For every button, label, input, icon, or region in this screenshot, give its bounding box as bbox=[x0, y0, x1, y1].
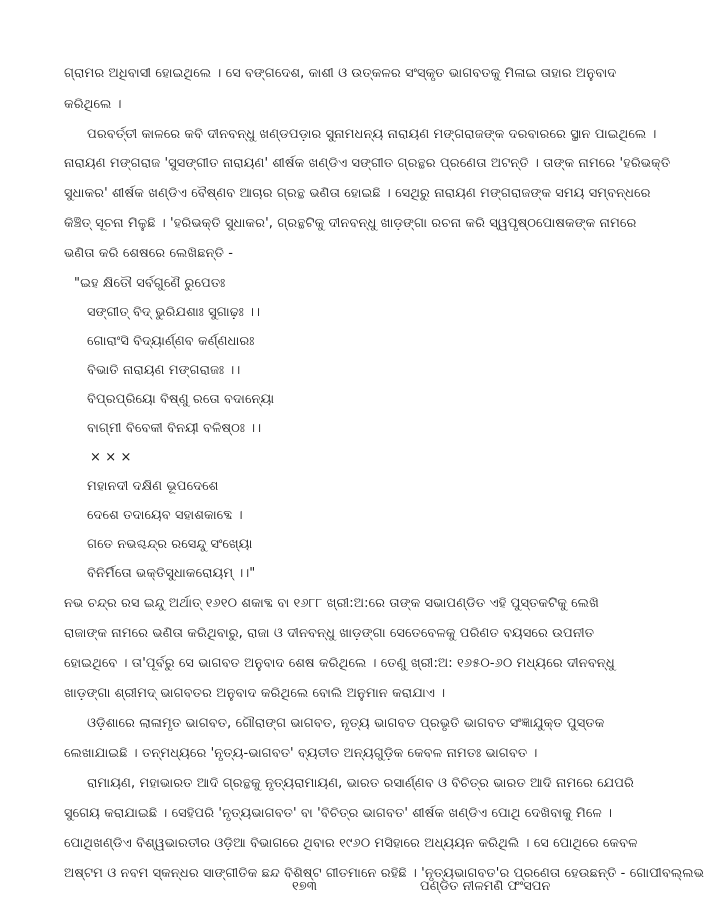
verse-line: × × × bbox=[90, 450, 132, 465]
verse-line: ଦେଶେ ତଦାୟେବ ସହାଶକାବ୍ଦେ । bbox=[87, 508, 243, 523]
body-text-line: ଭଣିତା କରି ଶେଷରେ ଲେଖିଛନ୍ତି - bbox=[64, 246, 234, 261]
body-text-line: ନଭ ଚନ୍ଦ୍ର ରସ ଇନ୍ଦୁ ଅର୍ଥାତ୍ ୧୬୧୦ ଶକାବ୍ଦ ବା ୧୬୮୮ ଖ୍ରୀ:ଅ:ରେ ତାଙ୍କ ସଭାପଣ୍ଡିତ ଏହି ପୁସ୍ତକଟିକୁ ଲେଖି bbox=[64, 596, 599, 611]
body-text-line: ରାମାୟଣ, ମହାଭାରତ ଆଦି ଗ୍ରନ୍ଥକୁ ନୃତ୍ୟରାମାୟଣ, ଭାରତ ରସାର୍ଣ୍ଣବ ଓ ବିଚିତ୍ର ଭାରତ ଆଦି ନାମରେ ଯେପରି bbox=[87, 776, 634, 791]
verse-line: ବିଭାତି ନାରାୟଣ ମଙ୍ଗରାଜଃ ।। bbox=[87, 363, 241, 378]
verse-line: ମହାନଦୀ ଦକ୍ଷିଣ ଭୂପଦେଶେ bbox=[87, 479, 219, 494]
body-text-line: ସୁଗେୟ କରାଯାଇଛି । ସେହିପରି 'ନୃତ୍ୟଭାଗବତ' ବା 'ବିଚିତ୍ର ଭାଗବତ' ଶୀର୍ଷକ ଖଣ୍ଡିଏ ପୋଥି ଦେଖିବାକୁ ମିଳେ । bbox=[64, 806, 613, 821]
body-text-line: ପୋଥିଖଣ୍ଡିଏ ବିଶ୍ୱଭାରତୀର ଓଡ଼ିଆ ବିଭାଗରେ ଥିବାର ୧୯୬୦ ମସିହାରେ ଅଧ୍ୟୟନ କରିଥିଲି । ସେ ପୋଥିରେ କେବଳ bbox=[64, 836, 638, 851]
verse-line: ବିନିର୍ମିତୋ ଭକ୍ତିସୁଧାକରୋୟମ୍ ।।" bbox=[87, 566, 256, 581]
page-number: ୧୭୩ bbox=[292, 879, 317, 894]
body-text-line: ପରବର୍ତ୍ତୀ କାଳରେ କବି ଦୀନବନ୍ଧୁ ଖଣ୍ଡପଡ଼ାର ସୁନାମଧନ୍ୟ ନାରାୟଣ ମଙ୍ଗରାଜଙ୍କ ଦରବାରରେ ସ୍ଥାନ ପାଇଥିଲେ । bbox=[87, 127, 657, 142]
verse-line: ବିପ୍ରପ୍ରିୟୋ ବିଷ୍ଣୁ ରତୋ ବଦାନ୍ୟୋ bbox=[87, 392, 275, 407]
verse-line: "ଇହ କ୍ଷିତୌ ସର୍ବଗୁଣୈ ରୁପେତଃ bbox=[74, 276, 226, 291]
body-text-line: ଅଷ୍ଟମ ଓ ନବମ ସ୍କନ୍ଧର ସାଙ୍ଗୀତିକ ଛନ୍ଦ ବିଶିଷ୍ଟ ଗୀତମାନେ ରହିଛି । 'ନୃତ୍ୟଭାଗବତ'ର ପ୍ରଣେତା ହେଉଛନ୍ତି - ଗୋପୀବଲ୍ଲଭ bbox=[64, 866, 704, 881]
body-text-line: କିଞ୍ଚିତ୍ ସୂଚନା ମିଳୁଛି । 'ହରିଭକ୍ତି ସୁଧାକର', ଗ୍ରନ୍ଥଟିକୁ ଦୀନବନ୍ଧୁ ଖାଡ଼ଙ୍ଗା ରଚନା କରି ସ୍ୱପୃଷ୍ଠପୋଷକଙ୍କ ନାମରେ bbox=[64, 216, 637, 231]
body-text-line: ଖାଡ଼ଙ୍ଗା ଶ୍ରୀମଦ୍ ଭାଗବତର ଅନୁବାଦ କରିଥିଲେ ବୋଲି ଅନୁମାନ କରାଯାଏ । bbox=[64, 686, 446, 701]
body-text-line: ନାରାୟଣ ମଙ୍ଗରାଜ 'ସୁସଙ୍ଗୀତ ନାରାୟଣ' ଶୀର୍ଷକ ଖଣ୍ଡିଏ ସଙ୍ଗୀତ ଗ୍ରନ୍ଥର ପ୍ରଣେତା ଅଟନ୍ତି । ତାଙ୍କ ନାମରେ 'ହରିଭକ୍ତି bbox=[64, 156, 671, 171]
body-text-line: ଗ୍ରାମର ଅଧିବାସୀ ହୋଇଥିଲେ । ସେ ବଙ୍ଗଦେଶ, କାଶୀ ଓ ଉତ୍କଳର ସଂସ୍କୃତ ଭାଗବତକୁ ମିଳାଇ ତାହାର ଅନୁବାଦ bbox=[64, 66, 617, 81]
body-text-line: କରିଥିଲେ । bbox=[64, 97, 122, 112]
body-text-line: ଓଡ଼ିଶାରେ ଲାଳାମୃତ ଭାଗବତ, ଗୌରାଙ୍ଗ ଭାଗବତ, ନୃତ୍ୟ ଭାଗବତ ପ୍ରଭୃତି ଭାଗବତ ସଂଜ୍ଞାଯୁକ୍ତ ପୁସ୍ତକ bbox=[87, 716, 605, 731]
running-footer-author: ପଣ୍ଡିତ ନୀଳମଣି ଫଂସପନ bbox=[420, 879, 551, 894]
body-text-line: ଲେଖାଯାଇଛି । ତନ୍ମଧ୍ୟରେ 'ନୃତ୍ୟ-ଭାଗବତ' ବ୍ୟତୀତ ଅନ୍ୟଗୁଡ଼ିକ କେବଳ ନାମତଃ ଭାଗବତ । bbox=[64, 746, 538, 761]
verse-line: ସଙ୍ଗୀତ୍ ବିଦ୍ ଭୁରିଯଶାଃ ସୁଗାଢ଼ଃ ।। bbox=[87, 305, 261, 320]
body-text-line: ହୋଇଥିବେ । ତା'ପୂର୍ବରୁ ସେ ଭାଗବତ ଅନୁବାଦ ଶେଷ କରିଥିଲେ । ତେଣୁ ଖ୍ରୀ:ଅ: ୧୬୫୦-୬୦ ମଧ୍ୟରେ ଦୀନବନ୍ଧୁ bbox=[64, 656, 615, 671]
verse-line: ଗୋରାଂସି ବିଦ୍ୟାର୍ଣ୍ଣବ କର୍ଣ୍ଣଧାରଃ bbox=[87, 334, 255, 349]
body-text-line: ସୁଧାକର' ଶୀର୍ଷକ ଖଣ୍ଡିଏ ବୈଷ୍ଣବ ଆଚାର ଗ୍ରନ୍ଥ ଭଣିତା ହୋଇଛି । ସେଥିରୁ ନାରାୟଣ ମଙ୍ଗରାଜଙ୍କ ସମୟ ସମ୍ବନ୍ଧରେ bbox=[64, 186, 651, 201]
verse-line: ବାଗ୍ମୀ ବିବେକୀ ବିନୟୀ ବଳିଷ୍ଠଃ ।। bbox=[87, 421, 262, 436]
verse-line: ଗତେ ନଭଶ୍ଚନ୍ଦ୍ର ରସେନ୍ଦୁ ସଂଖ୍ୟୋ bbox=[87, 537, 253, 552]
body-text-line: ରାଜାଙ୍କ ନାମରେ ଭଣିତା କରିଥିବାରୁ, ରାଜା ଓ ଦୀନବନ୍ଧୁ ଖାଡ଼ଙ୍ଗା ସେତେବେଳକୁ ପରିଣତ ବୟସରେ ଉପନୀତ bbox=[64, 626, 595, 641]
